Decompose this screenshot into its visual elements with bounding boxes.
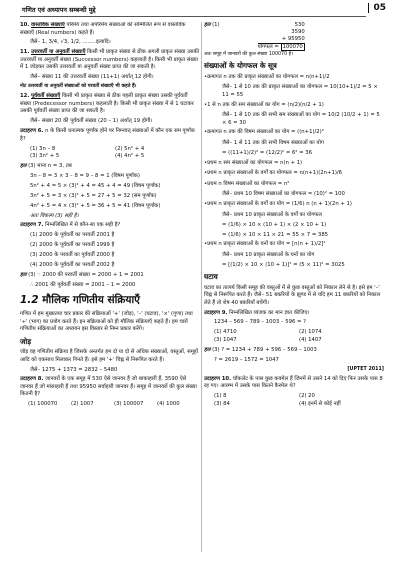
option: (3) 100007	[114, 401, 144, 408]
formula: • 1 से n तक की सम संख्याओं का योग = (n/2)(n/2 + 1)	[204, 102, 384, 110]
example-6-answer: अतः विकल्प (3) सही है।	[30, 212, 79, 219]
example-9-expression: 1234 – 569 – 789 – 1003 – 596 = ?	[214, 319, 306, 326]
solution-line: 5n² + 4 = 5 × (3)² + 4 = 45 + 4 = 49 (विषम पूर्णांक)	[30, 182, 161, 189]
formula-example: जैसे– 1 से 10 तक की प्राकृत संख्याओं का योगफल = 10(10+1)/2 = 5 × 11 = 55	[222, 84, 378, 98]
right-column	[204, 22, 384, 558]
example-8: उदाहरण 8. जानवरों के एक समूह में 530 ऐसे जानवर हैं जो शाकाहारी हैं, 3590 ऐसे जानवर हैं जो मांसाहारी हैं तथा 95950 सर्वाहारी जानवर हैं। समूह में जानवरों की कुल संख्या कितनी है?	[20, 376, 197, 398]
option: (1) 3n – 8	[30, 145, 56, 152]
solution-line: ? = 2619 – 1572 = 1047	[214, 356, 279, 363]
formula: • प्रथम n प्राकृत संख्याओं के वर्गों का योग = (1/6) n (n + 1)(2n + 1)	[204, 201, 384, 209]
solution-line: 3n – 8 = 3 × 3 – 8 = 9 – 8 = 1 (विषम पूर्णांक)	[30, 172, 140, 179]
formula-example: = (1/6) × 10 × 11 × 21 = 55 × 7 = 385	[222, 231, 329, 238]
section-heading: 1.2 मौलिक गणितीय संक्रियाएँ	[20, 294, 140, 307]
term-real-numbers: वास्तविक संख्याएँ	[31, 22, 65, 28]
formula-example: जैसे– 1 से 10 तक की सभी सम संख्याओं का योग = 10/2 (10/2 + 1) = 5 × 6 = 30	[222, 112, 380, 126]
option: (2) 5n² + 4	[115, 145, 145, 152]
addition-stack	[258, 22, 305, 52]
option: (3) 3n² + 5	[30, 153, 60, 160]
example-6-solution: हल (3) माना n = 3, तब	[20, 163, 72, 170]
formula-example: = [(1/2) × 10 × (10 + 1)]² = (5 × 11)² = 3025	[222, 261, 345, 268]
example-8-conclusion: अतः समूह में जानवरों की कुल संख्या 100070 है।	[204, 51, 294, 57]
option: (2) 20	[299, 393, 315, 400]
example-9-options	[214, 329, 384, 344]
option: (1) 100070	[28, 401, 58, 408]
option: (3) 84	[214, 400, 230, 407]
formula-example: जैसे– प्रथम 10 प्राकृत संख्याओं के वर्गों का योगफल	[222, 211, 322, 218]
addition-text: जोड़ वह गणितीय संक्रिया है जिसके अन्तर्गत हम दो या दो से अधिक संख्याओं, वस्तुओं, समूहों आदि को एकसाथ मिलाकर गिनते हैं। इसे हम '+' चिह्न से निरूपित करते हैं।	[20, 349, 199, 363]
example-9: उदाहरण 9. निम्नलिखित व्यंजक का मान ज्ञात कीजिए।	[204, 309, 310, 316]
point-12: 12. पूर्ववर्ती संख्याएँ किसी भी प्राकृत संख्या से ठीक पहली प्राकृत संख्या उसकी पूर्ववर्ती संख्या (Predecessor numbers) कहलाती है। किसी भी प्राकृत संख्या में से 1 घटाकर उसकी पूर्ववर्ती संख्या प्राप्त की जा सकती है।	[20, 93, 194, 115]
example-10: उदाहरण 10. चॉकलेट के पास कुछ कवमेल हैं जिनमें से उसने 14 को दिए फिर उसके पास 8 रह गए। आरम्भ में उसके पास कितने कैरमेल थे?	[204, 375, 383, 390]
point-10: 10. वास्तविक संख्याएँ परिमेय तथा अपरिमेय संख्याओं को सम्मिलित रूप से वास्तविक संख्याएँ (Real numbers) कहते हैं।	[20, 22, 186, 36]
option: (1) 2000 के पूर्ववर्ती का परवर्ती 2001 है	[30, 232, 115, 239]
section-intro: गणित में हम मुख्यतया चार प्रकार की संक्रियाओं '+' (जोड़), '–' (घटाव), '×' (गुणा) तथा '÷' (भाग) का प्रयोग करते हैं। इन संक्रियाओं को ही मौलिक संक्रियाएँ कहते हैं। हम चारों गणितीय संक्रियाओं का अध्ययन इस विस्तार से निम्न प्रकार करेंगे।	[20, 311, 193, 333]
addend: 530	[294, 22, 305, 28]
option: (3) 1047	[214, 336, 237, 343]
option: (4) 1000	[157, 401, 180, 408]
subheading-sum-formulas: संख्याओं के योगफल के सूत्र	[204, 61, 277, 71]
solution-line: ∴ 2001 की पूर्ववर्ती संख्या = 2001 – 1 = 2000	[30, 281, 136, 288]
formula: • क्रमागत n तक की प्राकृत संख्याओं का योगफल = n(n+1)/2	[204, 74, 384, 82]
example-7-solution: हल (3) ∵ 2000 की परवर्ती संख्या = 2000 + 1 = 2001	[20, 272, 144, 279]
formula: • प्रथम n सम संख्याओं का योगफल = n(n + 1)	[204, 160, 384, 168]
option: (1) 8	[214, 393, 227, 400]
point-11-note: नोट उत्तरवर्ती या अनुवर्ती संख्याओं को परवर्ती संख्याएँ भी कहते हैं।	[20, 84, 137, 90]
subheading-addition: जोड़	[20, 336, 32, 346]
point-11: 11. उत्तरवर्ती या अनुवर्ती संख्याएँ किसी भी प्राकृत संख्या से ठीक अगली प्राकृत संख्या उसकी उत्तरवर्ती या अनुवर्ती संख्या (Successor numbers) कहलाती है। किसी भी प्राकृत संख्या में 1 जोड़कर उसकी उत्तरवर्ती या अनुवर्ती संख्या प्राप्त की जा सकती है।	[20, 49, 200, 71]
addend: + 95950	[258, 36, 305, 44]
example-8-solution: हल (1) 530 3590 + 95950 योगफल = 100070	[204, 22, 305, 51]
option: (4) 4n² + 5	[115, 153, 145, 160]
option: (2) 1074	[299, 329, 322, 336]
formula-example: जैसे– प्रथम 10 विषम संख्याओं का योगफल = (10)² = 100	[222, 191, 345, 198]
point-10-example: जैसे– 1, 3/4, √3, 1/2, ........इत्यादि।	[30, 39, 111, 46]
option: (2) 1007	[71, 401, 94, 408]
solution-line: 4n² + 5 = 4 × (3)² + 5 = 36 + 5 = 41 (विषम पूर्णांक)	[30, 202, 161, 209]
formula-example: जैसे– प्रथम 10 प्राकृत संख्याओं के घनों का योग	[222, 251, 315, 258]
option: (4) 2000 के पूर्ववर्ती का परवर्ती 2002 है	[30, 262, 115, 269]
term-successor: उत्तरवर्ती या अनुवर्ती संख्याएँ	[31, 49, 86, 56]
exam-reference: [UPTET 2011]	[347, 366, 384, 372]
example-8-options	[28, 401, 200, 409]
example-7: उदाहरण 7. निम्नलिखित में से कौन-सा एक सही है?	[20, 222, 121, 229]
option: (2) 2000 के पूर्ववर्ती का परवर्ती 1999 है	[30, 242, 115, 249]
subheading-subtraction: घटाव	[204, 272, 218, 282]
formula: • प्रथम n विषम संख्याओं का योगफल = n²	[204, 181, 384, 189]
subtraction-text: घटाव का तात्पर्य किसी समूह की वस्तुओं में से कुछ वस्तुओं को निकाल लेने से है। इसे हम '–' चिह्न से निरूपित करते हैं। जैसे– 51 बकरियों के झुण्ड में से यदि हम 11 बकरियों को निकाल लेते हैं तो शेष 40 बकरियाँ बचेंगी।	[204, 284, 381, 306]
addition-example: जैसे– 1275 + 1373 = 2832 – 5480	[30, 366, 118, 373]
formula-example: = (1/6) × 10 × (10 + 1) × (2 × 10 + 1)	[222, 221, 327, 228]
chapter-title: गणित एवं अध्यापन सम्बन्धी मुद्दे	[22, 6, 96, 14]
example-6-options	[30, 146, 200, 161]
point-12-example: जैसे– संख्या 20 की पूर्ववर्ती संख्या (20 – 1) अर्थात् 19 होगी।	[30, 118, 153, 125]
example-6: उदाहरण 6. n के किसी धनात्मक पूर्णांक होने पर निम्नवत् संख्याओं में कौन एक सम पूर्णांक है?	[20, 128, 195, 142]
option: (3) 2000 के परवर्ती का पूर्ववर्ती 2000 है	[30, 252, 115, 259]
addend: 3590	[291, 29, 305, 36]
example-10-options	[214, 393, 384, 408]
option: (4) इनमें से कोई नहीं	[299, 400, 341, 407]
total-value: 100070	[282, 44, 303, 51]
option: (1) 4710	[214, 329, 237, 336]
formula: • प्रथम n प्राकृत संख्याओं के वर्गों का योगफल = n(n+1)(2n+1)/6	[204, 170, 384, 178]
page-header	[0, 0, 400, 20]
option: (4) 1407	[299, 336, 322, 343]
solution-line: 3n² + 5 = 3 × (3)² + 5 = 27 + 5 = 32 (सम पूर्णांक)	[30, 192, 157, 199]
formula: • प्रथम n प्राकृत संख्याओं के घनों का योग = [n(n + 1)/2]²	[204, 241, 384, 249]
header-rule	[20, 16, 366, 17]
example-9-solution: हल (3) ? = 1234 + 789 + 596 – 569 – 1003	[204, 346, 317, 353]
formula-example: जैसे– 1 से 11 तक की सभी विषम संख्याओं का योग	[222, 139, 324, 146]
column-divider	[201, 22, 202, 552]
left-column	[20, 22, 200, 558]
term-predecessor: पूर्ववर्ती संख्याएँ	[31, 93, 61, 100]
point-11-example: जैसे– संख्या 11 की उत्तरवर्ती संख्या (11+1) अर्थात् 12 होगी।	[30, 74, 154, 81]
total-label: योगफल =	[257, 44, 279, 51]
formula-example: = ((11+1)/2)² = (12/2)² = 6² = 36	[222, 149, 313, 156]
formula: • क्रमागत n तक की विषम संख्याओं का योग = ((n+1)/2)²	[204, 129, 384, 137]
page-number: 05	[368, 3, 386, 13]
